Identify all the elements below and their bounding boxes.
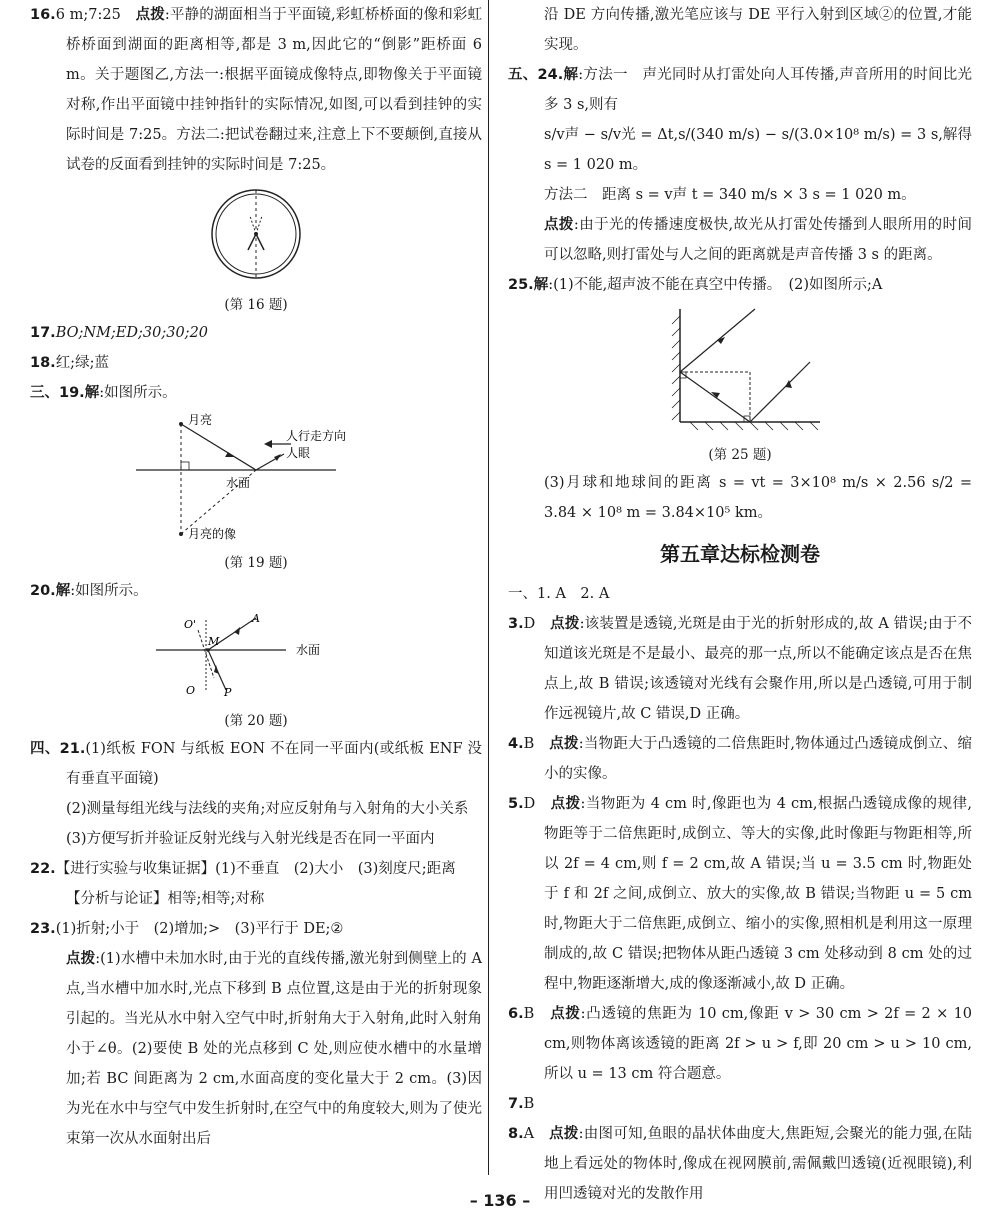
ch5-q1-2: 一、1. A 2. A [508, 586, 610, 602]
q22-line1 [30, 854, 482, 884]
q19-number: 三、19. [30, 385, 85, 401]
q24-tip-label: 点拨 [544, 217, 574, 233]
q25-figure [508, 304, 972, 438]
column-divider [488, 0, 489, 1175]
q20-caption: (第 20 题) [224, 713, 288, 729]
right-column [508, 0, 973, 1202]
label-eye: 人眼 [286, 446, 311, 460]
q24-tip: :由于光的传播速度极快,故光从打雷处传播到人眼所用的时间可以忽略,则打雷处与人之间的距离就是声音传播 3 s 的距离。 [544, 217, 973, 263]
q22-text1: 【进行实验与收集证据】(1)不垂直 (2)大小 (3)刻度尺;距离 [55, 861, 456, 877]
clock-diagram [206, 184, 306, 284]
ch5-q4-tip-label: 点拨 [549, 736, 579, 752]
label-p: P [224, 686, 232, 699]
q25-caption: (第 25 题) [708, 447, 772, 463]
ch5-q3-ans: D [523, 616, 536, 632]
label-moon-image: 月亮的像 [188, 527, 237, 541]
q20-block [30, 576, 482, 606]
q23-continuation: 沿 DE 方向传播,激光笔应该与 DE 平行入射到区域②的位置,才能实现。 [544, 7, 972, 53]
q20-figure [30, 610, 482, 704]
q19-caption: (第 19 题) [224, 555, 288, 571]
ch5-q6-ans: B [523, 1006, 535, 1022]
q21-line2: (2)测量每组光线与法线的夹角;对应反射角与入射角的大小关系 [66, 801, 469, 817]
q21-number: 四、21. [30, 741, 86, 757]
ch5-q5-tip-label: 点拨 [550, 796, 581, 812]
q16-caption: (第 16 题) [224, 297, 288, 313]
q16-tip-label: 点拨 [135, 7, 165, 23]
ch5-q3-tip-label: 点拨 [550, 616, 580, 632]
ch5-q3-tip: :该装置是透镜,光斑是由于光的折射形成的,故 A 错误;由于不知道该光斑是不是最小、最亮的那一点,所以不能确定该点是否在焦点上,故 B 错误;该透镜对光线有会聚作用,所以是凸透镜,可用于制作远视镜片,故 C 错误,D 正确。 [544, 616, 973, 722]
q16-clock-figure [30, 184, 482, 288]
ch5-q6-number: 6. [508, 1006, 524, 1022]
q25-number: 25. [508, 277, 534, 293]
q24-equation: s/v声 − s/v光 = Δt,s/(340 m/s) − s/(3.0×10⁸ m/s) = 3 s,解得 s = 1 020 m。 [544, 127, 972, 173]
left-column [30, 0, 482, 1170]
q24-method1-text: :方法一 声光同时从打雷处向人耳传播,声音所用的时间比光多 3 s,则有 [544, 67, 973, 113]
ch5-q5 [508, 789, 972, 999]
ch5-q4-number: 4. [508, 736, 524, 752]
q19-sol-label: 解 [84, 385, 100, 401]
label-m: M [208, 635, 220, 648]
ch5-q7 [508, 1089, 972, 1119]
ch5-q6-tip-label: 点拨 [550, 1006, 581, 1022]
ch5-q6-tip: :凸透镜的焦距为 10 cm,像距 v > 30 cm > 2f = 2 × 10 cm,则物体离该透镜的距离 2f > u > f,即 20 cm > u > 10 cm,所以 u = 13 cm 符合题意。 [544, 1006, 973, 1082]
q19-block [30, 378, 482, 408]
page-number: – 136 – [469, 1191, 531, 1210]
q19-figure [30, 412, 482, 546]
q17-number: 17. [30, 325, 56, 341]
q22-number: 22. [30, 861, 56, 877]
ch5-q3 [508, 609, 972, 729]
ch5-q4-tip: :当物距大于凸透镜的二倍焦距时,物体通过凸透镜成倒立、缩小的实像。 [544, 736, 972, 782]
label-o-prime: O' [184, 618, 197, 631]
chapter-title: 第五章达标检测卷 [660, 542, 820, 566]
ch5-q3-number: 3. [508, 616, 524, 632]
ch5-q6 [508, 999, 972, 1089]
label-walk-direction: 人行走方向 [286, 429, 347, 443]
q24-method1 [508, 60, 972, 120]
label-o: O [186, 684, 196, 697]
ch5-q5-number: 5. [508, 796, 524, 812]
q21-line3: (3)方便写折并验证反射光线与入射光线是否在同一平面内 [66, 831, 435, 847]
label-moon: 月亮 [188, 413, 213, 427]
ch5-q8-tip: :由图可知,鱼眼的晶状体曲度大,焦距短,会聚光的能力强,在陆地上看远处的物体时,像成在视网膜前,需佩戴凹透镜(近视眼镜),利用凹透镜对光的发散作用 [544, 1126, 973, 1202]
q23-answer [30, 914, 482, 944]
q24-sol-label: 解 [563, 67, 579, 83]
q23-number: 23. [30, 921, 56, 937]
q16-answer: 6 m;7:25 [55, 7, 121, 23]
q25-sol-label: 解 [533, 277, 549, 293]
q23-tip: :(1)水槽中未加水时,由于光的直线传播,激光射到侧壁上的 A 点,当水槽中加水时,光点下移到 B 点位置,这是由于光的折射现象引起的。当光从水中射入空气中时,折射角大于入射角,此时入射角小于∠θ。(2)要使 B 处的光点移到 C 处,则应使水槽中的水量增加;若 BC 间距离为 2 cm,水面高度的变化量大于 2 cm。(3)因为光在水中与空气中发生折射时,在空气中的角度较大,则为了使光束第一次从水面射出后 [66, 951, 482, 1147]
q17-block [30, 318, 482, 348]
q24-tip-block [508, 210, 972, 270]
q21-text1: (1)纸板 FON 与纸板 EON 不在同一平面内(或纸板 ENF 没有垂直平面镜) [66, 741, 482, 787]
q19-text: :如图所示。 [99, 385, 177, 401]
q22-line2: 【分析与论证】相等;相等;对称 [66, 891, 265, 907]
q18-number: 18. [30, 355, 56, 371]
ch5-q7-number: 7. [508, 1096, 524, 1112]
q20-text: :如图所示。 [70, 583, 148, 599]
refraction-diagram [156, 610, 356, 700]
corner-reflector-diagram [655, 304, 825, 434]
ch5-q7-ans: B [523, 1096, 535, 1112]
ch5-q4 [508, 729, 972, 789]
label-water-surface: 水面 [226, 476, 251, 490]
q24-method2: 方法二 距离 s = v声 t = 340 m/s × 3 s = 1 020 m。 [544, 187, 916, 203]
q16-tip: :平静的湖面相当于平面镜,彩虹桥桥面的像和彩虹桥桥面到湖面的距离相等,都是 3 m,因此它的“倒影”距桥面 6 m。关于题图乙,方法一:根据平面镜成像特点,即物像关于平面镜对称,作出平面镜中挂钟指针的实际情况,如图,可以看到挂钟的实际时间是 7:25。方法二:把试卷翻过来,注意上下不要颠倒,直接从试卷的反面看到挂钟的实际时间是 7:25。 [66, 7, 482, 173]
q16-number: 16. [30, 7, 56, 23]
q23-tip-block [30, 944, 482, 1154]
ch5-q8-number: 8. [508, 1126, 524, 1142]
ch5-q5-tip: :当物距为 4 cm 时,像距也为 4 cm,根据凸透镜成像的规律,物距等于二倍焦距时,成倒立、等大的实像,此时像距与物距相等,所以 2f = 4 cm,则 f = 2 cm,故 A 错误;当 u = 3.5 cm 时,物距处于 f 和 2f 之间,成倒立、放大的实像,故 B 错误;当物距 u = 5 cm 时,物距大于二倍焦距,成倒立、缩小的实像,照相机是利用这一原理制成的,故 C 错误;把物体从距凸透镜 3 cm 处移动到 8 cm 处的过程中,物距逐渐增大,成的像逐渐减小,故 D 正确。 [544, 796, 972, 992]
q16-block [30, 0, 482, 180]
q25-part3: (3)月球和地球间的距离 s = vt = 3×10⁸ m/s × 2.56 s/2 = 3.84 × 10⁸ m = 3.84×10⁵ km。 [544, 475, 972, 521]
ch5-q8-tip-label: 点拨 [549, 1126, 579, 1142]
label-a: A [252, 612, 260, 625]
q23-answer-text: (1)折射;小于 (2)增加;> (3)平行于 DE;② [55, 921, 344, 937]
q20-number: 20. [30, 583, 56, 599]
label-water: 水面 [296, 643, 321, 657]
q21-line1 [30, 734, 482, 794]
q20-sol-label: 解 [55, 583, 71, 599]
q25-block [508, 270, 972, 300]
q18-answer: 红;绿;蓝 [55, 355, 109, 371]
ch5-q5-ans: D [523, 796, 536, 812]
moon-reflection-diagram [136, 412, 376, 542]
q24-number: 五、24. [508, 67, 564, 83]
q23-tip-label: 点拨 [66, 951, 96, 967]
ch5-q4-ans: B [523, 736, 535, 752]
ch5-q8-ans: A [523, 1126, 535, 1142]
q18-block [30, 348, 482, 378]
q17-answer: BO;NM;ED;30;30;20 [55, 325, 209, 341]
q25-text: :(1)不能,超声波不能在真空中传播。 (2)如图所示;A [548, 277, 883, 293]
